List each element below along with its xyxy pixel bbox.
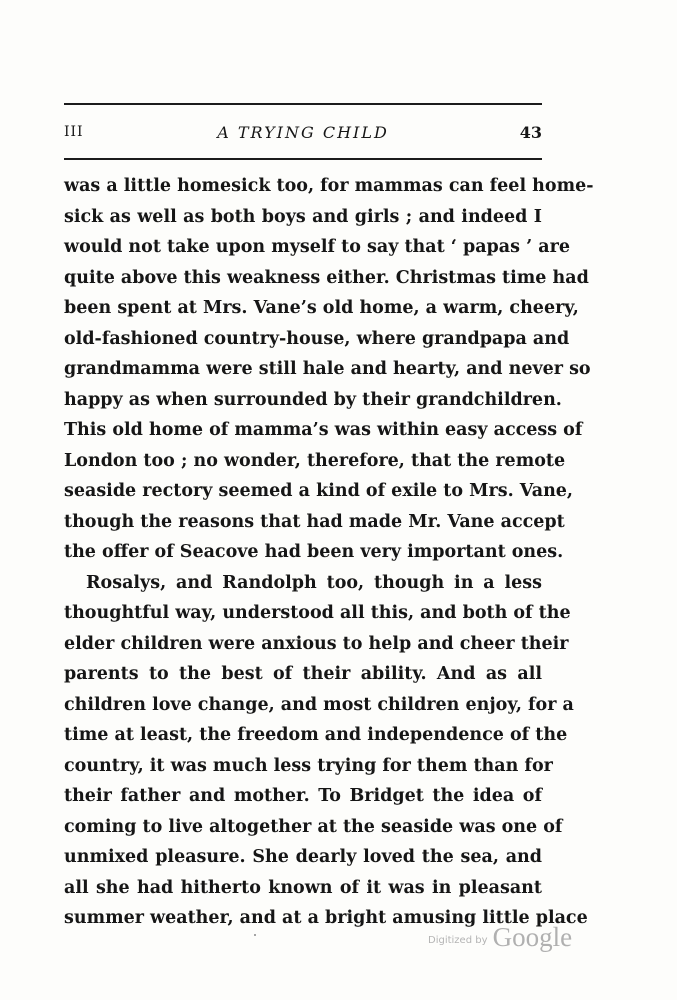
text-line: the offer of Seacove had been very important ones.: [64, 542, 564, 562]
chapter-number: III: [64, 124, 84, 140]
running-title: A TRYING CHILD: [217, 123, 389, 142]
page-number: 43: [519, 123, 542, 142]
google-logo: Google: [492, 922, 573, 952]
text-line: London too ; no wonder, therefore, that the remote: [64, 450, 566, 471]
text-line: time at least, the freedom and independence of the: [64, 725, 568, 745]
text-line: quite above this weakness either. Christmas time had: [64, 267, 589, 288]
text-line: unmixed pleasure. She dearly loved the sea, and: [64, 847, 542, 867]
text-line: was a little homesick too, for mammas can feel home-: [64, 176, 594, 196]
text-line: country, it was much less trying for them than for: [64, 755, 553, 776]
text-line: would not take upon myself to say that ‘ papas ’ are: [64, 237, 570, 257]
text-line: thoughtful way, understood all this, and both of the: [64, 603, 571, 623]
text-line: though the reasons that had made Mr. Vane accept: [64, 511, 565, 532]
running-header: [64, 124, 542, 148]
text-line: elder children were anxious to help and cheer their: [64, 633, 569, 654]
body-text: [64, 171, 594, 934]
text-line: their father and mother. To Bridget the idea of: [64, 786, 542, 806]
text-line: Rosalys, and Randolph too, though in a less: [86, 572, 542, 593]
text-line: children love change, and most children enjoy, for a: [64, 694, 574, 715]
header-bottom-rule: [64, 158, 542, 160]
text-line: coming to live altogether at the seaside was one of: [64, 816, 563, 837]
text-line: seaside rectory seemed a kind of exile to Mrs. Vane,: [64, 481, 574, 501]
text-line: parents to the best of their ability. And as all: [64, 664, 542, 684]
text-line: happy as when surrounded by their grandchildren.: [64, 389, 562, 410]
text-line: been spent at Mrs. Vane’s old home, a warm, cheery,: [64, 298, 579, 318]
header-top-rule: [64, 103, 542, 105]
scan-speck: [254, 934, 256, 936]
text-line: grandmamma were still hale and hearty, and never so: [64, 359, 591, 379]
text-line: old-fashioned country-house, where grandpapa and: [64, 328, 570, 349]
text-line: summer weather, and at a bright amusing little place: [64, 908, 588, 928]
text-line: This old home of mamma’s was within easy access of: [64, 420, 583, 440]
text-line: sick as well as both boys and girls ; and indeed I: [64, 206, 542, 227]
text-line: all she had hitherto known of it was in pleasant: [64, 877, 542, 898]
digitized-watermark: [428, 922, 572, 953]
watermark-prefix: Digitized by: [428, 935, 488, 946]
